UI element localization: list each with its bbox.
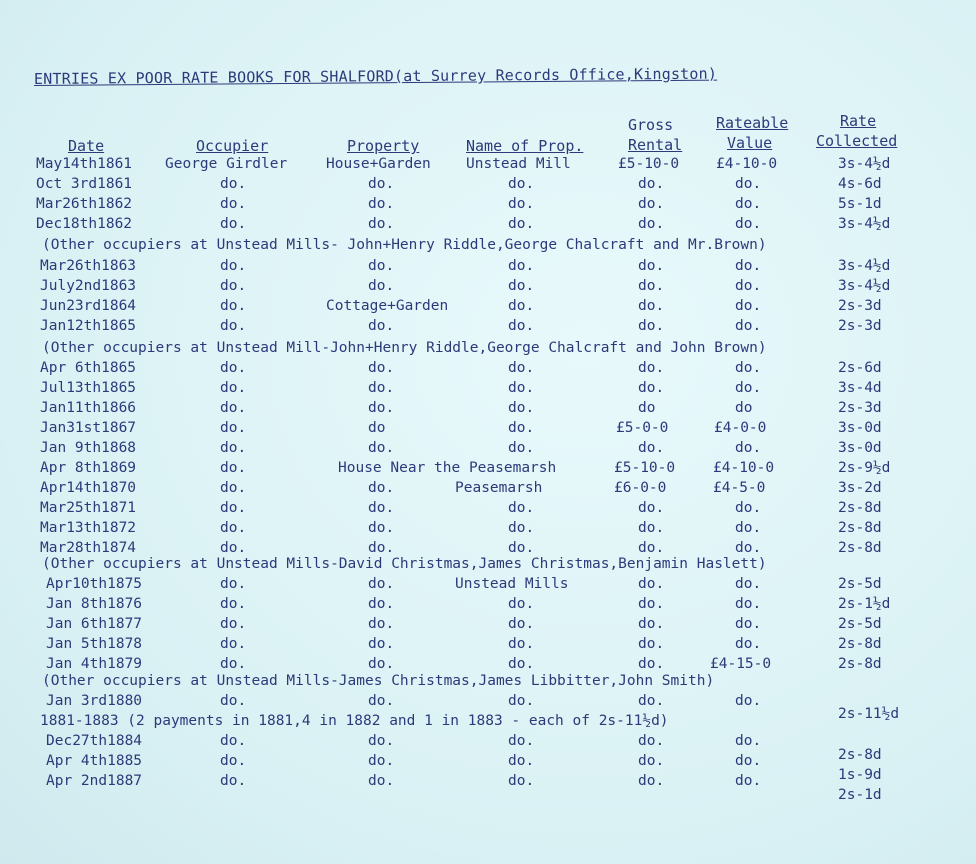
cell-occupier: do. <box>220 196 247 212</box>
cell-name: do. <box>508 318 535 334</box>
cell-gross: do. <box>638 576 665 592</box>
cell-date: Apr10th1875 <box>46 576 143 592</box>
cell-gross: do. <box>638 258 665 274</box>
cell-gross: do. <box>638 360 665 376</box>
cell-rateable: do <box>735 400 753 416</box>
header-value: Value <box>727 134 773 152</box>
header-name-of-prop: Name of Prop. <box>466 137 584 155</box>
cell-rate: 3s-2d <box>838 480 882 496</box>
cell-property: do. <box>368 400 395 416</box>
cell-date: Apr 4th1885 <box>46 753 143 769</box>
cell-gross: do. <box>638 176 665 192</box>
cell-date: Mar13th1872 <box>40 520 137 536</box>
note-row <box>0 340 976 360</box>
cell-name: Peasemarsh <box>455 480 543 496</box>
cell-gross: do. <box>638 693 665 709</box>
cell-occupier: do. <box>220 460 247 476</box>
cell-rateable: do. <box>735 753 762 769</box>
cell-rateable: £4-0-0 <box>714 420 767 436</box>
cell-rate: 3s-4½d <box>838 156 891 172</box>
cell-date: Jan 4th1879 <box>46 656 143 672</box>
table-row <box>0 258 976 278</box>
cell-gross: do. <box>638 733 665 749</box>
cell-date: Jan31st1867 <box>40 420 137 436</box>
cell-date: July2nd1863 <box>40 278 137 294</box>
cell-name: do. <box>508 540 535 556</box>
cell-rate: 2s-8d <box>838 747 882 763</box>
cell-rate: 1s-9d <box>838 767 882 783</box>
cell-name: do. <box>508 520 535 536</box>
cell-property: House Near the Peasemarsh <box>338 460 557 476</box>
cell-rate: 2s-8d <box>838 636 882 652</box>
cell-occupier: do. <box>220 400 247 416</box>
cell-name: do. <box>508 298 535 314</box>
header-date: Date <box>68 137 105 155</box>
cell-name: do. <box>508 258 535 274</box>
table-row <box>0 400 976 420</box>
cell-rateable: £4-15-0 <box>710 656 772 672</box>
cell-occupier: do. <box>220 278 247 294</box>
table-row <box>0 460 976 480</box>
table-row <box>0 156 976 176</box>
header-rateable: Rateable <box>716 114 789 132</box>
cell-occupier: do. <box>220 773 247 789</box>
cell-occupier: do. <box>220 596 247 612</box>
occupiers-note: (Other occupiers at Unstead Mills-James Christmas,James Libbitter,John Smith) <box>42 673 715 689</box>
cell-occupier: do. <box>220 420 247 436</box>
cell-date: Jan11th1866 <box>40 400 137 416</box>
cell-rateable: do. <box>735 500 762 516</box>
cell-rateable: do. <box>735 773 762 789</box>
header-property: Property <box>347 137 420 155</box>
cell-name: do. <box>508 176 535 192</box>
cell-occupier: do. <box>220 576 247 592</box>
cell-property: do. <box>368 258 395 274</box>
cell-rate: 3s-0d <box>838 440 882 456</box>
cell-rate: 3s-4½d <box>838 278 891 294</box>
cell-rate: 2s-3d <box>838 298 882 314</box>
cell-rate: 4s-6d <box>838 176 882 192</box>
cell-occupier: do. <box>220 500 247 516</box>
cell-gross: do. <box>638 636 665 652</box>
header-collected: Collected <box>816 132 898 150</box>
cell-occupier: do. <box>220 216 247 232</box>
cell-rate: 2s-9½d <box>838 460 891 476</box>
cell-date: Jan12th1865 <box>40 318 137 334</box>
cell-rateable: do. <box>735 380 762 396</box>
cell-property: do. <box>368 176 395 192</box>
cell-gross: do. <box>638 440 665 456</box>
cell-gross: £6-0-0 <box>614 480 667 496</box>
occupiers-note: (Other occupiers at Unstead Mill-John+Henry Riddle,George Chalcraft and John Brown) <box>42 340 767 356</box>
header-gross: Gross <box>628 116 674 134</box>
cell-occupier: do. <box>220 636 247 652</box>
cell-date: Mar26th1863 <box>40 258 137 274</box>
cell-date: Oct 3rd1861 <box>36 176 133 192</box>
cell-rateable: do. <box>735 596 762 612</box>
cell-rateable: do. <box>735 520 762 536</box>
cell-occupier: do. <box>220 440 247 456</box>
cell-name: do. <box>508 656 535 672</box>
table-row <box>0 380 976 400</box>
cell-name: do. <box>508 616 535 632</box>
table-row <box>0 596 976 616</box>
cell-name: Unstead Mill <box>466 156 571 172</box>
cell-occupier: do. <box>220 656 247 672</box>
cell-date: Jan 8th1876 <box>46 596 143 612</box>
cell-gross: do. <box>638 278 665 294</box>
cell-occupier: do. <box>220 733 247 749</box>
table-row <box>0 298 976 318</box>
cell-date: Jan 3rd1880 <box>46 693 143 709</box>
cell-occupier: George Girdler <box>165 156 288 172</box>
cell-rateable: do. <box>735 216 762 232</box>
cell-date: Jan 9th1868 <box>40 440 137 456</box>
cell-property: do. <box>368 318 395 334</box>
cell-occupier: do. <box>220 693 247 709</box>
cell-occupier: do. <box>220 753 247 769</box>
cell-rateable: do. <box>735 278 762 294</box>
cell-property: do. <box>368 656 395 672</box>
note-row <box>0 556 976 576</box>
cell-occupier: do. <box>220 318 247 334</box>
cell-name: do. <box>508 733 535 749</box>
cell-date: Dec18th1862 <box>36 216 133 232</box>
cell-rate: 2s-3d <box>838 400 882 416</box>
cell-name: do. <box>508 636 535 652</box>
cell-occupier: do. <box>220 360 247 376</box>
cell-rate: 2s-1½d <box>838 596 891 612</box>
table-row <box>0 616 976 636</box>
cell-property: Cottage+Garden <box>326 298 449 314</box>
cell-rate: 2s-3d <box>838 318 882 334</box>
table-row <box>0 440 976 460</box>
cell-name: do. <box>508 400 535 416</box>
table-row <box>0 520 976 540</box>
cell-occupier: do. <box>220 616 247 632</box>
cell-property: do. <box>368 440 395 456</box>
document-title: ENTRIES EX POOR RATE BOOKS FOR SHALFORD(at Surrey Records Office,Kingston) <box>33 64 718 88</box>
cell-occupier: do. <box>220 480 247 496</box>
cell-name: do. <box>508 596 535 612</box>
cell-property: House+Garden <box>326 156 431 172</box>
cell-property: do. <box>368 480 395 496</box>
cell-occupier: do. <box>220 258 247 274</box>
cell-gross: do. <box>638 596 665 612</box>
header-occupier: Occupier <box>196 137 269 155</box>
cell-rateable: do. <box>735 616 762 632</box>
cell-gross: do. <box>638 520 665 536</box>
cell-date: Dec27th1884 <box>46 733 143 749</box>
cell-name: do. <box>508 360 535 376</box>
occupiers-note: 1881-1883 (2 payments in 1881,4 in 1882 and 1 in 1883 - each of 2s-11½d) <box>40 713 669 729</box>
cell-rate: 2s-1d <box>838 787 882 803</box>
cell-rateable: do. <box>735 440 762 456</box>
cell-property: do. <box>368 216 395 232</box>
cell-date: Mar25th1871 <box>40 500 137 516</box>
cell-property: do. <box>368 196 395 212</box>
header-rate: Rate <box>840 112 877 130</box>
cell-date: Apr14th1870 <box>40 480 137 496</box>
cell-property: do. <box>368 733 395 749</box>
cell-gross: do. <box>638 753 665 769</box>
cell-property: do. <box>368 616 395 632</box>
cell-gross: do. <box>638 656 665 672</box>
cell-occupier: do. <box>220 520 247 536</box>
cell-gross: do. <box>638 216 665 232</box>
cell-property: do <box>368 420 386 436</box>
cell-name: do. <box>508 380 535 396</box>
cell-rateable: do. <box>735 540 762 556</box>
cell-property: do. <box>368 360 395 376</box>
cell-occupier: do. <box>220 176 247 192</box>
occupiers-note: (Other occupiers at Unstead Mills-David Christmas,James Christmas,Benjamin Haslett) <box>42 556 767 572</box>
cell-date: Jan 5th1878 <box>46 636 143 652</box>
cell-property: do. <box>368 500 395 516</box>
cell-rateable: do. <box>735 636 762 652</box>
cell-name: Unstead Mills <box>455 576 569 592</box>
cell-rateable: £4-5-0 <box>713 480 766 496</box>
cell-property: do. <box>368 596 395 612</box>
cell-gross: do. <box>638 298 665 314</box>
cell-property: do. <box>368 693 395 709</box>
table-row <box>0 196 976 216</box>
cell-gross: do. <box>638 318 665 334</box>
cell-rate: 2s-5d <box>838 576 882 592</box>
cell-date: Apr 8th1869 <box>40 460 137 476</box>
note-row <box>0 237 976 257</box>
cell-property: do. <box>368 773 395 789</box>
cell-occupier: do. <box>220 298 247 314</box>
cell-gross: do <box>638 400 656 416</box>
cell-rateable: do. <box>735 318 762 334</box>
cell-property: do. <box>368 520 395 536</box>
table-row <box>0 480 976 500</box>
table-row <box>0 176 976 196</box>
cell-name: do. <box>508 278 535 294</box>
cell-name: do. <box>508 500 535 516</box>
cell-rateable: £4-10-0 <box>713 460 775 476</box>
cell-name: do. <box>508 693 535 709</box>
cell-gross: £5-0-0 <box>616 420 669 436</box>
cell-occupier: do. <box>220 540 247 556</box>
note-row <box>0 673 976 693</box>
cell-gross: do. <box>638 773 665 789</box>
cell-name: do. <box>508 216 535 232</box>
cell-rate: 2s-8d <box>838 500 882 516</box>
cell-rateable: do. <box>735 576 762 592</box>
cell-name: do. <box>508 773 535 789</box>
cell-rateable: do. <box>735 298 762 314</box>
cell-property: do. <box>368 380 395 396</box>
cell-rateable: do. <box>735 733 762 749</box>
cell-rate: 2s-11½d <box>838 706 900 722</box>
cell-name: do. <box>508 420 535 436</box>
cell-gross: do. <box>638 196 665 212</box>
table-row <box>0 360 976 380</box>
cell-gross: £5-10-0 <box>618 156 680 172</box>
table-row <box>0 278 976 298</box>
cell-property: do. <box>368 540 395 556</box>
cell-gross: do. <box>638 616 665 632</box>
cell-rate: 3s-0d <box>838 420 882 436</box>
cell-rateable: do. <box>735 176 762 192</box>
cell-rateable: do. <box>735 360 762 376</box>
table-row <box>0 420 976 440</box>
cell-rateable: £4-10-0 <box>716 156 778 172</box>
cell-rate: 2s-6d <box>838 360 882 376</box>
cell-rate: 2s-5d <box>838 616 882 632</box>
cell-name: do. <box>508 440 535 456</box>
table-row <box>0 636 976 656</box>
table-row <box>0 500 976 520</box>
cell-occupier: do. <box>220 380 247 396</box>
cell-rateable: do. <box>735 196 762 212</box>
table-row <box>0 318 976 338</box>
cell-property: do. <box>368 753 395 769</box>
cell-gross: do. <box>638 380 665 396</box>
cell-name: do. <box>508 196 535 212</box>
cell-date: Mar26th1862 <box>36 196 133 212</box>
cell-date: Jan 6th1877 <box>46 616 143 632</box>
cell-property: do. <box>368 636 395 652</box>
cell-date: Apr 6th1865 <box>40 360 137 376</box>
cell-rateable: do. <box>735 258 762 274</box>
cell-date: Jul13th1865 <box>40 380 137 396</box>
cell-rate: 3s-4½d <box>838 258 891 274</box>
cell-gross: do. <box>638 540 665 556</box>
note-row <box>0 713 976 733</box>
cell-date: Mar28th1874 <box>40 540 137 556</box>
cell-name: do. <box>508 753 535 769</box>
cell-rate: 3s-4½d <box>838 216 891 232</box>
table-row <box>0 773 976 803</box>
table-row <box>0 216 976 236</box>
cell-rate: 2s-8d <box>838 520 882 536</box>
table-row <box>0 576 976 596</box>
cell-rate: 2s-8d <box>838 656 882 672</box>
cell-rate: 5s-1d <box>838 196 882 212</box>
cell-rate: 2s-8d <box>838 540 882 556</box>
cell-gross: £5-10-0 <box>614 460 676 476</box>
cell-rateable: do. <box>735 693 762 709</box>
occupiers-note: (Other occupiers at Unstead Mills- John+Henry Riddle,George Chalcraft and Mr.Brown) <box>42 237 767 253</box>
header-rental: Rental <box>628 136 683 154</box>
cell-gross: do. <box>638 500 665 516</box>
cell-property: do. <box>368 278 395 294</box>
cell-rate: 3s-4d <box>838 380 882 396</box>
cell-property: do. <box>368 576 395 592</box>
cell-date: May14th1861 <box>36 156 133 172</box>
cell-date: Jun23rd1864 <box>40 298 137 314</box>
cell-date: Apr 2nd1887 <box>46 773 143 789</box>
